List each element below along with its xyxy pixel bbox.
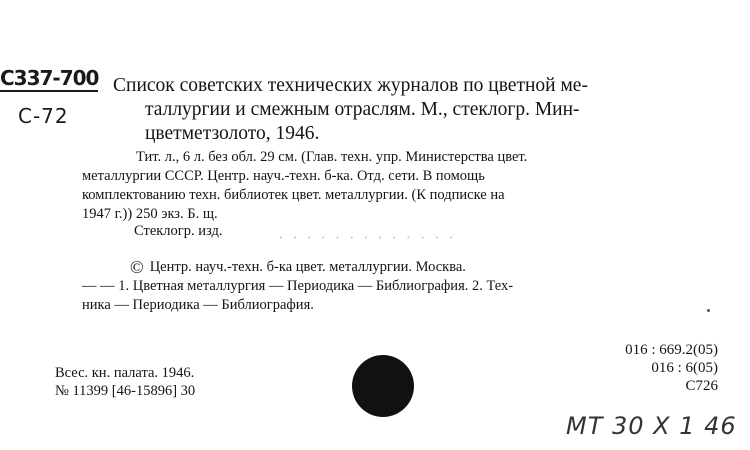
catalog-line [82,258,722,277]
faint-handwriting: · · · · · · · · · · · · · [278,228,456,247]
catalog-line: ника — Периодика — Библиография. [82,297,314,313]
description-line: металлургии СССР. Центр. науч.-техн. б-ка. Отд. сети. В помощь [82,168,485,184]
publisher-note: Стеклогр. изд. [134,223,223,239]
description-line: 1947 г.)) 250 экз. Б. щ. [82,206,218,222]
title-line: Список советских технических журналов по цветной ме- [113,75,588,96]
ink-dot [707,309,710,312]
catalog-line-text: Центр. науч.-техн. б-ка цвет. металлургии. Москва. [149,259,466,275]
card-title [113,74,743,146]
call-number-primary: С337-700 [0,66,99,90]
call-number-secondary: С-72 [18,104,69,128]
title-line: цветметзолото, 1946. [145,123,320,144]
udc-classification [625,341,718,395]
bibliographic-description [82,148,722,224]
inventory-number: МТ 30 Х 1 46 [566,412,737,440]
catalog-line: — — 1. Цветная металлургия — Периодика — Библиография. 2. Тех- [82,278,514,294]
description-line: Тит. л., 6 л. без обл. 29 см. (Глав. техн. упр. Министерства цвет. [136,149,528,165]
udc-line: 016 : 669.2(05) [625,342,718,358]
chamber-line: № 11399 [46-15896] 30 [55,383,196,399]
catalog-headings [82,258,722,315]
card-punch-hole [352,355,414,417]
book-chamber-info [55,364,195,400]
title-line: таллургии и смежным отраслям. М., стеклогр. Мин- [145,99,580,120]
udc-line: 016 : 6(05) [651,360,718,376]
chamber-line: Всес. кн. палата. 1946. [55,365,195,381]
description-line: комплектованию техн. библиотек цвет. металлургии. (К подписке на [82,187,505,203]
udc-line: С726 [685,378,718,394]
copyright-icon: © [130,257,144,277]
